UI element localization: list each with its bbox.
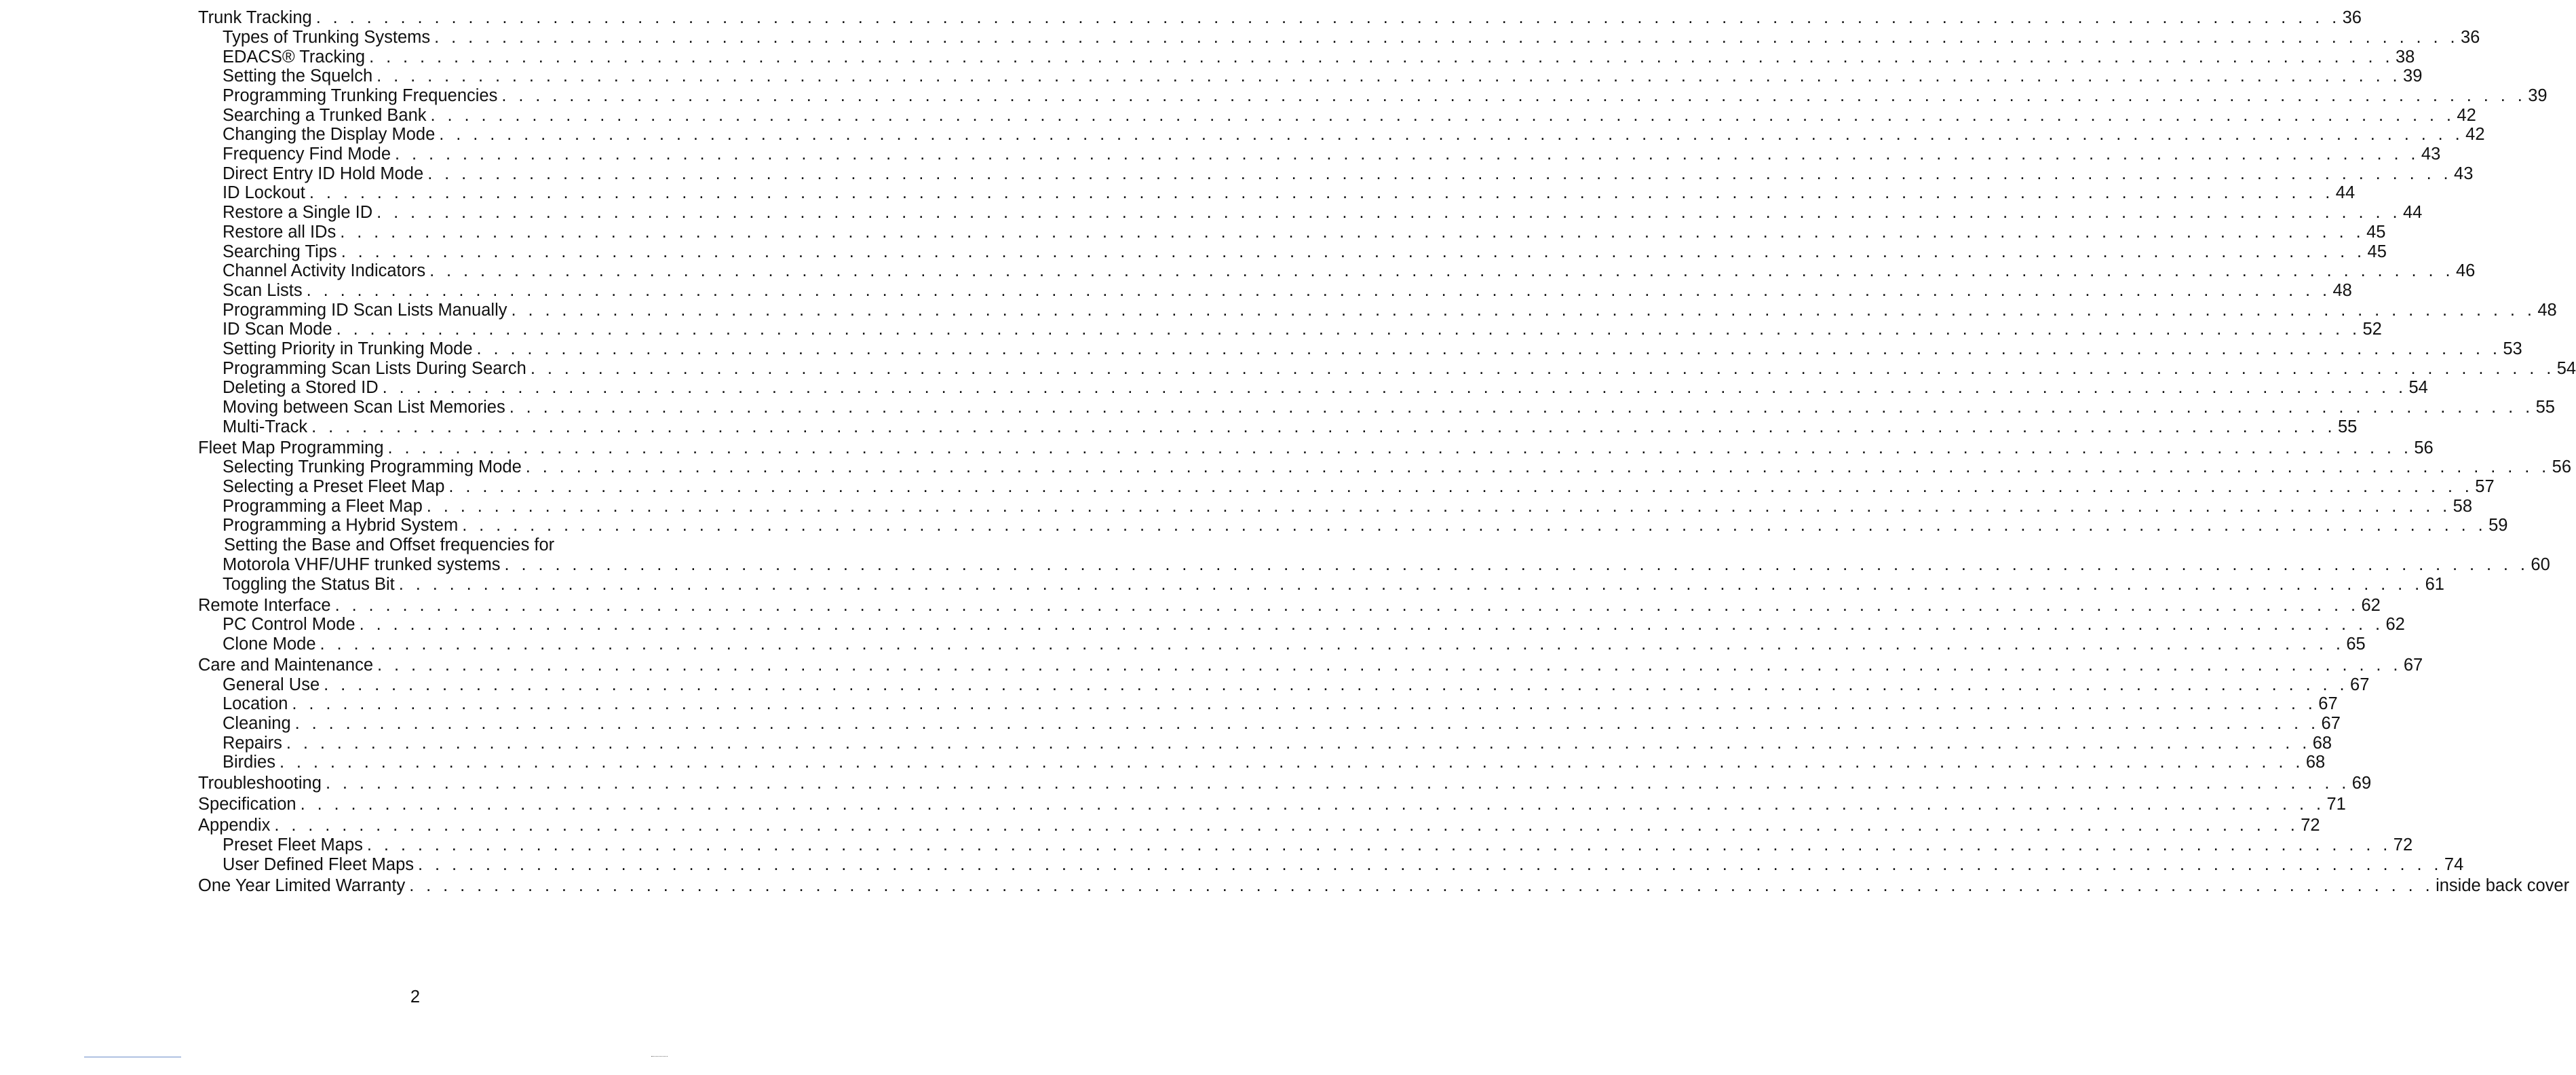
toc-entry-page: 62 [2361,595,2381,615]
toc-entry-page: 43 [2421,145,2441,164]
toc-subsection[interactable] [197,280,2352,301]
toc-entry-continued [197,535,650,555]
toc-entry-title: Channel Activity Indicators [223,261,426,281]
toc-subsection[interactable] [197,694,2338,714]
toc-entry-title: Setting Priority in Trunking Mode [223,339,473,358]
toc-entry-title: Selecting Trunking Programming Mode [223,457,522,477]
toc-subsection[interactable] [197,733,2332,753]
toc-entry-page: 67 [2321,713,2341,733]
toc-entry-title: Selecting a Preset Fleet Map [223,477,445,497]
toc-entry-title: Preset Fleet Maps [223,835,363,854]
dot-leader: . . . . . . . . . . . . . . . . . . . . . . . . . . . . . . . . . . . . . . . . . . . . . . . . . . . . . . . . . . . . . . . . . . . . . . . . . . . . . . . . . . . . . . . . . . . . . . . . . . . . . . . . . . . . . . . . . . . . . . . . [501,86,2526,106]
toc-subsection[interactable] [197,574,2444,595]
toc-entry-title: ID Scan Mode [223,320,332,339]
dot-leader: . . . . . . . . . . . . . . . . . . . . . . . . . . . . . . . . . . . . . . . . . . . . . . . . . . . . . . . . . . . . . . . . . . . . . . . . . . . . . . . . . . . . . . . . . . . . . . . . . . . . . . . . . . . . . . . . . . . . . . . . [325,774,2350,793]
toc-entry-page: 60 [2531,554,2550,574]
toc-entry-page: 57 [2475,477,2495,497]
toc-entry-title: Moving between Scan List Memories [223,398,505,417]
toc-entry-title: Frequency Find Mode [223,145,391,164]
toc-entry-page: 74 [2444,854,2464,874]
toc-entry-page: 44 [2335,183,2356,203]
toc-entry-title: ID Lockout [223,183,305,203]
toc-entry-title: Direct Entry ID Hold Mode [223,164,424,183]
dot-leader: . . . . . . . . . . . . . . . . . . . . . . . . . . . . . . . . . . . . . . . . . . . . . . . . . . . . . . . . . . . . . . . . . . . . . . . . . . . . . . . . . . . . . . . . . . . . . . . . . . . . . . . . . . . . . . . . . . . . . . . . [382,378,2407,398]
toc-entry-page: 45 [2367,242,2387,261]
toc-section[interactable] [197,774,2372,793]
toc-entry-page: 42 [2465,125,2485,145]
toc-subsection[interactable] [197,203,2423,223]
toc-subsection[interactable] [197,320,2382,339]
dot-leader: . . . . . . . . . . . . . . . . . . . . . . . . . . . . . . . . . . . . . . . . . . . . . . . . . . . . . . . . . . . . . . . . . . . . . . . . . . . . . . . . . . . . . . . . . . . . . . . . . . . . . . . . . . . . . . . . . . . . . . . . [377,203,2401,223]
toc-entry-page: 42 [2457,105,2476,125]
dot-leader: . . . . . . . . . . . . . . . . . . . . . . . . . . . . . . . . . . . . . . . . . . . . . . . . . . . . . . . . . . . . . . . . . . . . . . . . . . . . . . . . . . . . . . . . . . . . . . . . . . . . . . . . . . . . . . . . . . . . . . . . [418,854,2442,874]
dot-leader: . . . . . . . . . . . . . . . . . . . . . . . . . . . . . . . . . . . . . . . . . . . . . . . . . . . . . . . . . . . . . . . . . . . . . . . . . . . . . . . . . . . . . . . . . . . . . . . . . . . . . . . . . . . . . . . . . . . . . . . . [504,554,2529,574]
toc-subsection[interactable] [197,634,2366,654]
toc-subsection[interactable] [197,496,2473,516]
toc-entry-page: 69 [2351,774,2372,793]
toc-entry-title: Cleaning [223,713,291,733]
toc-entry-title: Changing the Display Mode [223,125,436,145]
toc-entry-page: 68 [2305,753,2326,772]
dot-leader: . . . . . . . . . . . . . . . . . . . . . . . . . . . . . . . . . . . . . . . . . . . . . . . . . . . . . . . . . . . . . . . . . . . . . . . . . . . . . . . . . . . . . . . . . . . . . . . . . . . . . . . . . . . . . . . . . . . . . . . . [279,753,2304,772]
toc-entry-title: Deleting a Stored ID [223,378,379,398]
toc-entry-page: 56 [2552,457,2572,477]
toc-entry-page: 67 [2350,675,2370,694]
toc-subsection[interactable] [197,300,2557,320]
toc-subsection[interactable] [197,261,2476,281]
dot-leader: . . . . . . . . . . . . . . . . . . . . . . . . . . . . . . . . . . . . . . . . . . . . . . . . . . . . . . . . . . . . . . . . . . . . . . . . . . . . . . . . . . . . . . . . . . . . . . . . . . . . . . . . . . . . . . . . . . . . . . . . [292,694,2317,714]
dot-leader: . . . . . . . . . . . . . . . . . . . . . . . . . . . . . . . . . . . . . . . . . . . . . . . . . . . . . . . . . . . . . . . . . . . . . . . . . . . . . . . . . . . . . . . . . . . . . . . . . . . . . . . . . . . . . . . . . . . . . . . . [426,496,2451,516]
toc-entry-title: One Year Limited Warranty [198,875,406,895]
toc-entry-page: 52 [2362,320,2382,339]
toc-entry-title: Restore a Single ID [223,203,373,223]
toc-entry-page: 53 [2503,339,2522,358]
toc-entry-title: Multi-Track [223,417,308,436]
toc-entry-page: 56 [2414,438,2434,457]
dot-leader: . . . . . . . . . . . . . . . . . . . . . . . . . . . . . . . . . . . . . . . . . . . . . . . . . . . . . . . . . . . . . . . . . . . . . . . . . . . . . . . . . . . . . . . . . . . . . . . . . . . . . . . . . . . . . . . . . . . . . . . . [286,733,2311,753]
toc-entry-page: 46 [2455,261,2476,281]
toc-entry-page: 36 [2460,27,2480,47]
dot-leader: . . . . . . . . . . . . . . . . . . . . . . . . . . . . . . . . . . . . . . . . . . . . . . . . . . . . . . . . . . . . . . . . . . . . . . . . . . . . . . . . . . . . . . . . . . . . . . . . . . . . . . . . . . . . . . . . . . . . . . . . [377,655,2402,675]
toc-entry-title: Care and Maintenance [198,655,374,675]
dot-leader: . . . . . . . . . . . . . . . . . . . . . . . . . . . . . . . . . . . . . . . . . . . . . . . . . . . . . . . . . . . . . . . . . . . . . . . . . . . . . . . . . . . . . . . . . . . . . . . . . . . . . . . . . . . . . . . . . . . . . . . . [434,27,2459,47]
dot-leader: . . . . . . . . . . . . . . . . . . . . . . . . . . . . . . . . . . . . . . . . . . . . . . . . . . . . . . . . . . . . . . . . . . . . . . . . . . . . . . . . . . . . . . . . . . . . . . . . . . . . . . . . . . . . . . . . . . . . . . . . [387,438,2412,457]
toc-entry-title: Motorola VHF/UHF trunked systems [223,554,501,574]
toc-entry-title: Location [223,694,288,714]
toc-subsection[interactable] [197,47,2415,67]
toc-entry-title: EDACS® Tracking [223,47,366,67]
dot-leader: . . . . . . . . . . . . . . . . . . . . . . . . . . . . . . . . . . . . . . . . . . . . . . . . . . . . . . . . . . . . . . . . . . . . . . . . . . . . . . . . . . . . . . . . . . . . . . . . . . . . . . . . . . . . . . . . . . . . . . . . [462,516,2487,535]
toc-subsection[interactable] [197,105,2476,126]
toc-subsection[interactable] [197,615,2405,635]
toc-subsection[interactable] [197,417,2358,437]
dot-leader: . . . . . . . . . . . . . . . . . . . . . . . . . . . . . . . . . . . . . . . . . . . . . . . . . . . . . . . . . . . . . . . . . . . . . . . . . . . . . . . . . . . . . . . . . . . . . . . . . . . . . . . . . . . . . . . . . . . . . . . . [530,358,2555,378]
dot-leader: . . . . . . . . . . . . . . . . . . . . . . . . . . . . . . . . . . . . . . . . . . . . . . . . . . . . . . . . . . . . . . . . . . . . . . . . . . . . . . . . . . . . . . . . . . . . . . . . . . . . . . . . . . . . . . . . . . . . . . . . [340,222,2365,242]
toc-entry-page: 68 [2312,733,2332,753]
dot-leader: . . . . . . . . . . . . . . . . . . . . . . . . . . . . . . . . . . . . . . . . . . . . . . . . . . . . . . . . . . . . . . . . . . . . . . . . . . . . . . . . . . . . . . . . . . . . . . . . . . . . . . . . . . . . . . . . . . . . . . . . [427,164,2453,183]
toc-entry-page: 48 [2537,300,2557,320]
dot-leader: . . . . . . . . . . . . . . . . . . . . . . . . . . . . . . . . . . . . . . . . . . . . . . . . . . . . . . . . . . . . . . . . . . . . . . . . . . . . . . . . . . . . . . . . . . . . . . . . . . . . . . . . . . . . . . . . . . . . . . . . [306,280,2331,300]
toc-entry-title: Scan Lists [223,280,303,300]
toc-entry-page: 65 [2346,634,2366,654]
toc-entry-title: User Defined Fleet Maps [223,854,415,874]
toc-entry-title: Specification [198,795,296,814]
dot-leader: . . . . . . . . . . . . . . . . . . . . . . . . . . . . . . . . . . . . . . . . . . . . . . . . . . . . . . . . . . . . . . . . . . . . . . . . . . . . . . . . . . . . . . . . . . . . . . . . . . . . . . . . . . . . . . . . . . . . . . . . [369,47,2394,67]
toc-entry-page: 67 [2403,655,2423,675]
toc-subsection[interactable] [197,713,2341,734]
toc-entry-page: 43 [2454,164,2474,183]
toc-section[interactable] [197,795,2346,814]
toc-entry-title: Remote Interface [198,595,331,615]
toc-subsection[interactable] [197,125,2485,145]
toc-subsection[interactable] [197,183,2356,203]
dot-leader: . . . . . . . . . . . . . . . . . . . . . . . . . . . . . . . . . . . . . . . . . . . . . . . . . . . . . . . . . . . . . . . . . . . . . . . . . . . . . . . . . . . . . . . . . . . . . . . . . . . . . . . . . . . . . . . . . . . . . . . . [309,183,2334,203]
toc-subsection[interactable] [197,516,2508,535]
dot-leader: . . . . . . . . . . . . . . . . . . . . . . . . . . . . . . . . . . . . . . . . . . . . . . . . . . . . . . . . . . . . . . . . . . . . . . . . . . . . . . . . . . . . . . . . . . . . . . . . . . . . . . . . . . . . . . . . . . . . . . . . [294,713,2320,733]
scan-artifact-dots [651,1056,668,1057]
dot-leader: . . . . . . . . . . . . . . . . . . . . . . . . . . . . . . . . . . . . . . . . . . . . . . . . . . . . . . . . . . . . . . . . . . . . . . . . . . . . . . . . . . . . . . . . . . . . . . . . . . . . . . . . . . . . . . . . . . . . . . . . [398,574,2423,594]
toc-entry-title: Programming Trunking Frequencies [223,86,498,106]
dot-leader: . . . . . . . . . . . . . . . . . . . . . . . . . . . . . . . . . . . . . . . . . . . . . . . . . . . . . . . . . . . . . . . . . . . . . . . . . . . . . . . . . . . . . . . . . . . . . . . . . . . . . . . . . . . . . . . . . . . . . . . . [509,398,2534,417]
toc-section[interactable] [197,8,2362,28]
toc-entry-page: 61 [2425,574,2444,594]
dot-leader: . . . . . . . . . . . . . . . . . . . . . . . . . . . . . . . . . . . . . . . . . . . . . . . . . . . . . . . . . . . . . . . . . . . . . . . . . . . . . . . . . . . . . . . . . . . . . . . . . . . . . . . . . . . . . . . . . . . . . . . . [525,457,2550,477]
toc-subsection[interactable] [197,854,2464,875]
dot-leader: . . . . . . . . . . . . . . . . . . . . . . . . . . . . . . . . . . . . . . . . . . . . . . . . . . . . . . . . . . . . . . . . . . . . . . . . . . . . . . . . . . . . . . . . . . . . . . . . . . . . . . . . . . . . . . . . . . . . . . . . [429,261,2454,281]
toc-subsection[interactable] [197,835,2413,855]
toc-subsection[interactable] [197,222,2386,242]
toc-entry-title: Setting the Base and Offset frequencies for [224,535,555,555]
toc-subsection[interactable] [197,242,2387,262]
dot-leader: . . . . . . . . . . . . . . . . . . . . . . . . . . . . . . . . . . . . . . . . . . . . . . . . . . . . . . . . . . . . . . . . . . . . . . . . . . . . . . . . . . . . . . . . . . . . . . . . . . . . . . . . . . . . . . . . . . . . . . . . [377,67,2402,86]
toc-entry-title: Searching a Trunked Bank [223,105,427,125]
toc-entry-title: Troubleshooting [198,774,322,793]
toc-entry-page: 44 [2402,203,2423,223]
toc-entry-title: Programming a Fleet Map [223,496,423,516]
toc-entry-page: 62 [2385,615,2405,635]
toc-subsection[interactable] [197,145,2441,164]
dot-leader: . . . . . . . . . . . . . . . . . . . . . . . . . . . . . . . . . . . . . . . . . . . . . . . . . . . . . . . . . . . . . . . . . . . . . . . . . . . . . . . . . . . . . . . . . . . . . . . . . . . . . . . . . . . . . . . . . . . . . . . . [366,835,2391,854]
toc-section[interactable] [197,875,2570,896]
toc-entry-page: 45 [2366,222,2386,242]
toc-entry-page: 39 [2403,67,2423,86]
toc-section[interactable] [197,816,2320,835]
toc-subsection[interactable] [197,27,2480,48]
dot-leader: . . . . . . . . . . . . . . . . . . . . . . . . . . . . . . . . . . . . . . . . . . . . . . . . . . . . . . . . . . . . . . . . . . . . . . . . . . . . . . . . . . . . . . . . . . . . . . . . . . . . . . . . . . . . . . . . . . . . . . . . [274,816,2299,835]
toc-entry-title: Repairs [223,733,282,753]
page-number: 2 [410,987,421,1006]
toc-entry-title: Restore all IDs [223,222,337,242]
dot-leader: . . . . . . . . . . . . . . . . . . . . . . . . . . . . . . . . . . . . . . . . . . . . . . . . . . . . . . . . . . . . . . . . . . . . . . . . . . . . . . . . . . . . . . . . . . . . . . . . . . . . . . . . . . . . . . . . . . . . . . . . [311,417,2336,436]
toc-entry-page: 67 [2318,694,2338,714]
toc-entry-page: 58 [2453,496,2473,516]
toc-entry-title: Birdies [223,753,275,772]
toc-entry-page: 38 [2395,47,2415,67]
toc-entry-title: Programming Scan Lists During Search [223,358,526,378]
toc-subsection[interactable] [197,164,2474,184]
toc-entry-page: 54 [2408,378,2428,398]
toc-entry-title: Appendix [198,816,271,835]
toc-entry-page: 36 [2342,8,2362,28]
dot-leader: . . . . . . . . . . . . . . . . . . . . . . . . . . . . . . . . . . . . . . . . . . . . . . . . . . . . . . . . . . . . . . . . . . . . . . . . . . . . . . . . . . . . . . . . . . . . . . . . . . . . . . . . . . . . . . . . . . . . . . . . [448,477,2474,497]
table-of-contents [197,7,2576,895]
dot-leader: . . . . . . . . . . . . . . . . . . . . . . . . . . . . . . . . . . . . . . . . . . . . . . . . . . . . . . . . . . . . . . . . . . . . . . . . . . . . . . . . . . . . . . . . . . . . . . . . . . . . . . . . . . . . . . . . . . . . . . . . [430,105,2455,125]
toc-entry-page: 72 [2393,835,2413,854]
toc-entry-page: 39 [2528,86,2548,106]
dot-leader: . . . . . . . . . . . . . . . . . . . . . . . . . . . . . . . . . . . . . . . . . . . . . . . . . . . . . . . . . . . . . . . . . . . . . . . . . . . . . . . . . . . . . . . . . . . . . . . . . . . . . . . . . . . . . . . . . . . . . . . . [334,595,2360,615]
toc-entry-title: General Use [223,675,320,694]
toc-entry-title: Toggling the Status Bit [223,574,395,594]
toc-subsection[interactable] [197,675,2370,695]
toc-entry-title: Types of Trunking Systems [223,27,431,47]
dot-leader: . . . . . . . . . . . . . . . . . . . . . . . . . . . . . . . . . . . . . . . . . . . . . . . . . . . . . . . . . . . . . . . . . . . . . . . . . . . . . . . . . . . . . . . . . . . . . . . . . . . . . . . . . . . . . . . . . . . . . . . . [320,634,2345,654]
toc-section[interactable] [197,655,2423,675]
toc-entry-title: Searching Tips [223,242,337,261]
dot-leader: . . . . . . . . . . . . . . . . . . . . . . . . . . . . . . . . . . . . . . . . . . . . . . . . . . . . . . . . . . . . . . . . . . . . . . . . . . . . . . . . . . . . . . . . . . . . . . . . . . . . . . . . . . . . . . . . . . . . . . . . [359,615,2384,635]
dot-leader: . . . . . . . . . . . . . . . . . . . . . . . . . . . . . . . . . . . . . . . . . . . . . . . . . . . . . . . . . . . . . . . . . . . . . . . . . . . . . . . . . . . . . . . . . . . . . . . . . . . . . . . . . . . . . . . . . . . . . . . . [315,8,2341,28]
toc-subsection[interactable] [197,477,2495,497]
toc-subsection[interactable] [197,457,2572,477]
dot-leader: . . . . . . . . . . . . . . . . . . . . . . . . . . . . . . . . . . . . . . . . . . . . . . . . . . . . . . . . . . . . . . . . . . . . . . . . . . . . . . . . . . . . . . . . . . . . . . . . . . . . . . . . . . . . . . . . . . . . . . . . [511,300,2536,320]
toc-entry-page: inside back cover [2436,875,2570,895]
toc-subsection[interactable] [197,398,2555,417]
toc-entry-page: 55 [2338,417,2358,436]
toc-entry-title: PC Control Mode [223,615,355,635]
dot-leader: . . . . . . . . . . . . . . . . . . . . . . . . . . . . . . . . . . . . . . . . . . . . . . . . . . . . . . . . . . . . . . . . . . . . . . . . . . . . . . . . . . . . . . . . . . . . . . . . . . . . . . . . . . . . . . . . . . . . . . . . [395,145,2419,164]
dot-leader: . . . . . . . . . . . . . . . . . . . . . . . . . . . . . . . . . . . . . . . . . . . . . . . . . . . . . . . . . . . . . . . . . . . . . . . . . . . . . . . . . . . . . . . . . . . . . . . . . . . . . . . . . . . . . . . . . . . . . . . . [409,875,2434,895]
toc-section[interactable] [197,595,2381,616]
toc-entry-title: Programming ID Scan Lists Manually [223,300,507,320]
dot-leader: . . . . . . . . . . . . . . . . . . . . . . . . . . . . . . . . . . . . . . . . . . . . . . . . . . . . . . . . . . . . . . . . . . . . . . . . . . . . . . . . . . . . . . . . . . . . . . . . . . . . . . . . . . . . . . . . . . . . . . . . [324,675,2349,694]
toc-entry-title: Programming a Hybrid System [223,516,459,535]
toc-subsection[interactable] [197,358,2576,379]
dot-leader: . . . . . . . . . . . . . . . . . . . . . . . . . . . . . . . . . . . . . . . . . . . . . . . . . . . . . . . . . . . . . . . . . . . . . . . . . . . . . . . . . . . . . . . . . . . . . . . . . . . . . . . . . . . . . . . . . . . . . . . . [439,125,2464,145]
toc-entry-page: 71 [2326,795,2346,814]
toc-entry-page: 55 [2535,398,2555,417]
toc-entry-title: Trunk Tracking [198,8,312,28]
toc-subsection[interactable] [197,67,2423,86]
toc-subsection[interactable] [197,753,2326,772]
toc-entry-page: 72 [2301,816,2320,835]
toc-section[interactable] [197,438,2434,458]
toc-entry-title: Clone Mode [223,634,316,654]
toc-entry-title: Fleet Map Programming [198,438,384,457]
dot-leader: . . . . . . . . . . . . . . . . . . . . . . . . . . . . . . . . . . . . . . . . . . . . . . . . . . . . . . . . . . . . . . . . . . . . . . . . . . . . . . . . . . . . . . . . . . . . . . . . . . . . . . . . . . . . . . . . . . . . . . . . [300,795,2325,814]
toc-entry-title: Setting the Squelch [223,67,373,86]
dot-leader: . . . . . . . . . . . . . . . . . . . . . . . . . . . . . . . . . . . . . . . . . . . . . . . . . . . . . . . . . . . . . . . . . . . . . . . . . . . . . . . . . . . . . . . . . . . . . . . . . . . . . . . . . . . . . . . . . . . . . . . . [341,242,2366,261]
dot-leader: . . . . . . . . . . . . . . . . . . . . . . . . . . . . . . . . . . . . . . . . . . . . . . . . . . . . . . . . . . . . . . . . . . . . . . . . . . . . . . . . . . . . . . . . . . . . . . . . . . . . . . . . . . . . . . . . . . . . . . . . [336,320,2361,339]
dot-leader: . . . . . . . . . . . . . . . . . . . . . . . . . . . . . . . . . . . . . . . . . . . . . . . . . . . . . . . . . . . . . . . . . . . . . . . . . . . . . . . . . . . . . . . . . . . . . . . . . . . . . . . . . . . . . . . . . . . . . . . . [476,339,2501,358]
toc-subsection[interactable] [197,339,2522,359]
toc-subsection[interactable] [197,86,2548,106]
toc-entry-page: 59 [2488,516,2508,535]
toc-subsection[interactable] [197,378,2428,398]
toc-subsection[interactable] [197,554,2550,575]
toc-entry-page: 48 [2332,280,2352,300]
toc-entry-page: 54 [2556,358,2576,378]
